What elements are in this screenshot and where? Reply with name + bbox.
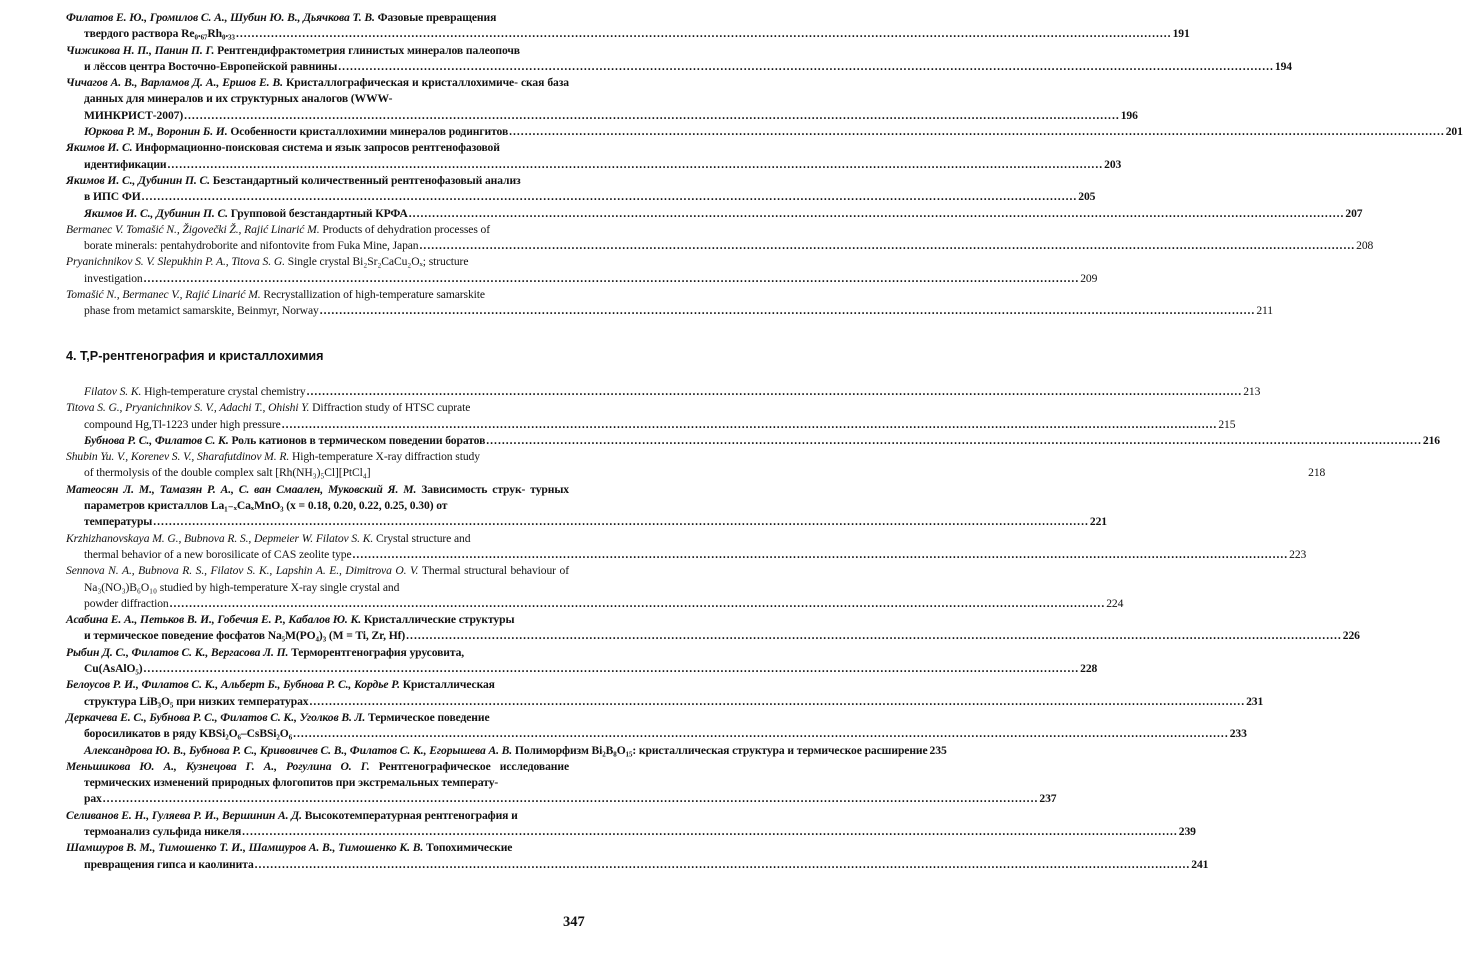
toc-entry-first-line <box>66 677 569 693</box>
toc-entry-page: 196 <box>1120 108 1138 122</box>
toc-entry-authors: Юркова Р. М., Воронин Б. И. <box>84 125 228 139</box>
toc-entry-authors: Деркачева Е. С., Бубнова Р. С., Филатов С. К., Уголков В. Л. <box>66 710 366 724</box>
toc-entry-first-line <box>66 710 569 726</box>
toc-entry <box>66 173 1096 206</box>
toc-entry-title-end: рах <box>84 792 102 806</box>
toc-entry-authors: Бубнова Р. С., Филатов С. К. <box>84 433 229 447</box>
toc-list-top <box>66 10 1463 320</box>
toc-entry <box>66 10 1190 43</box>
toc-entry-page: 201 <box>1445 125 1463 139</box>
toc-entry-authors: Якимов И. С., Дубинин П. С. <box>84 206 228 220</box>
toc-entry <box>66 433 1440 449</box>
toc-entry-last-line <box>84 694 1264 710</box>
toc-entry-page: 207 <box>1345 206 1363 220</box>
toc-entry-leader <box>236 26 1172 42</box>
toc-entry-title: Recrystallization of high-temperature samarskite <box>263 288 485 302</box>
toc-entry <box>66 482 1107 531</box>
toc-entry-page: 226 <box>1342 629 1360 643</box>
toc-entry-last-line <box>84 189 1096 205</box>
toc-entry-first-line <box>66 645 569 661</box>
toc-entry-leader <box>309 694 1245 710</box>
toc-entry-authors: Белоусов Р. И., Филатов С. К., Альберт Б., Бубнова Р. С., Кордье Р. <box>66 678 400 692</box>
toc-entry-last-line <box>84 465 1326 481</box>
toc-entry-last-line <box>84 108 1138 124</box>
toc-entry-first-line <box>66 808 569 824</box>
toc-entry-last-line <box>84 303 1273 319</box>
toc-entry-first-line <box>66 173 569 189</box>
toc-entry-title: Топохимические <box>426 841 513 855</box>
toc-entry-page: 239 <box>1178 825 1196 839</box>
toc-entry-page: 224 <box>1106 596 1124 610</box>
toc-entry-title-end: структура LiB₃O₅ при низких температурах <box>84 694 309 708</box>
toc-entry-title-end: powder diffraction <box>84 596 169 610</box>
toc-entry-last-line <box>84 26 1190 42</box>
toc-entry-first-line <box>66 759 569 792</box>
toc-entry-last-line <box>84 824 1196 840</box>
toc-entry-authors: Filatov S. K. <box>84 385 142 398</box>
toc-entry-page: 205 <box>1078 190 1096 204</box>
toc-entry-title: Кристаллическая <box>402 678 495 692</box>
toc-entry-title-end: phase from metamict samarskite, Beinmyr, Norway <box>84 304 319 318</box>
toc-entry-title: Products of dehydration processes of <box>322 222 491 236</box>
toc-entry-leader <box>184 108 1120 124</box>
toc-entry <box>66 254 1098 287</box>
toc-entry-page: 237 <box>1039 792 1057 806</box>
toc-entry-title: Thermal structural <box>421 564 507 578</box>
toc-entry-title-end: thermal behavior of a new borosilicate of CAS zeolite type <box>84 547 352 561</box>
toc-entry-title-end: borate minerals: pentahydroborite and nifontovite from Fuka Mine, Japan <box>84 239 419 253</box>
toc-entry-first-line <box>66 531 569 547</box>
toc-entry-authors: Матеосян Л. М., Тамазян Р. А., С. ван Смаален, Муковский Я. М. <box>66 482 417 496</box>
toc-entry-page: 213 <box>1243 385 1261 398</box>
toc-entry <box>66 531 1307 564</box>
toc-entry-authors: Рыбин Д. С., Филатов С. К., Вергасова Л. П. <box>66 645 289 659</box>
toc-entry-title-end: боросиликатов в ряду KBSi₂O₆–CsBSi₂O₆ <box>84 727 293 741</box>
toc-entry-title-end: Групповой безстандартный КРФА <box>230 206 408 220</box>
toc-entry-authors: Чижикова Н. П., Панин П. Г. <box>66 43 215 57</box>
toc-entry-last-line <box>84 547 1307 563</box>
toc-entry-leader <box>144 661 1080 677</box>
toc-entry-first-line <box>66 10 569 26</box>
toc-entry-first-line <box>66 254 569 270</box>
toc-entry-leader <box>255 857 1191 873</box>
toc-entry-leader <box>242 824 1178 840</box>
toc-entry-last-line <box>84 384 1261 400</box>
toc-entry <box>66 808 1196 841</box>
toc-entry-title: турных параметров кристаллов La₁₋ₓCaₓMnO₃ (x = 0.18, 0.20, 0.22, 0.25, 0.30) от <box>84 482 569 513</box>
toc-entry-first-line <box>66 43 569 59</box>
toc-entry-title-end: МИНКРИСТ-2007) <box>84 108 184 122</box>
toc-entry-title-end: и термическое поведение фосфатов Na₅M(PO₄)₃ (M = Ti, Zr, Hf) <box>84 629 406 643</box>
toc-entry-page: 209 <box>1080 271 1098 285</box>
toc-entry-last-line <box>84 124 1463 140</box>
toc-entry-last-line <box>84 271 1098 287</box>
toc-entry <box>66 124 1463 140</box>
toc-entry-title-end: Cu(AsAlO₅) <box>84 662 143 676</box>
toc-entry-title-end: превращения гипса и каолинита <box>84 857 254 871</box>
toc-entry-first-line <box>66 400 569 416</box>
toc-entry-authors: Якимов И. С., Дубинин П. С. <box>66 173 210 187</box>
toc-entry-leader <box>307 384 1243 400</box>
toc-entry-first-line <box>66 449 569 465</box>
toc-entry-leader <box>338 59 1274 75</box>
toc-entry-title-end: compound Hg,Tl-1223 under high pressure <box>84 417 281 431</box>
toc-entry-leader <box>486 433 1422 449</box>
toc-entry-authors: Krzhizhanovskaya M. G., Bubnova R. S., Depmeier W. Filatov S. K. <box>66 531 374 545</box>
toc-entry <box>66 710 1247 743</box>
toc-entry-last-line <box>84 596 1124 612</box>
toc-entry-title-end: High-temperature crystal chemistry <box>144 385 306 398</box>
toc-entry-authors: Асабина Е. А., Петьков В. И., Гобечия Е. Р., Кабалов Ю. К. <box>66 613 362 627</box>
toc-entry-page: 233 <box>1229 727 1247 741</box>
toc-entry-page: 228 <box>1080 662 1098 676</box>
toc-entry-page: 235 <box>929 743 947 757</box>
toc-entry <box>66 206 1363 222</box>
toc-entry-title: Crystal structure and <box>375 531 471 545</box>
toc-entry-first-line <box>66 612 569 628</box>
toc-entry-authors: Селиванов Е. Н., Гуляева Р. И., Вершинин А. Д. <box>66 808 302 822</box>
toc-entry-title: термических изменений природных флогопитов при экстремальных температу- <box>84 776 499 790</box>
toc-entry-title: Информационно-поисковая система и язык запросов рентгенофазовой <box>135 141 500 155</box>
toc-entry-authors: Tomašić N., Bermanec V., Rajić Linarić M. <box>66 288 261 302</box>
toc-entry-title: Безстандартный количественный рентгенофазовый анализ <box>212 173 521 187</box>
toc-entry-authors: Pryanichnikov S. V. Slepukhin P. A., Titova S. G. <box>66 255 285 269</box>
toc-entry-title-end: Полиморфизм Bi₂B₈O₁₅: кристаллическая структура и термическое расширение <box>514 743 928 757</box>
toc-entry-authors: Шамшуров В. М., Тимошенко Т. И., Шамшуров А. В., Тимошенко К. В. <box>66 841 424 855</box>
toc-entry-page: 216 <box>1422 433 1440 447</box>
toc-entry-authors: Sennova N. A., Bubnova R. S., Filatov S. K., Lapshin A. E., Dimitrova O. V. <box>66 564 419 578</box>
toc-entry-last-line <box>84 157 1122 173</box>
toc-entry-last-line <box>84 417 1236 433</box>
toc-entry-first-line <box>66 287 569 303</box>
toc-entry <box>66 384 1261 400</box>
toc-entry-last-line <box>84 59 1292 75</box>
toc-entry-leader <box>509 124 1445 140</box>
toc-entry-last-line <box>84 661 1098 677</box>
toc-entry-title: Кристаллографическая и кристаллохимиче- <box>285 76 518 90</box>
toc-entry-first-line <box>66 75 569 108</box>
toc-entry-title: Термическое поведение <box>368 710 490 724</box>
toc-entry-authors: Shubin Yu. V., Korenev S. V., Sharafutdinov M. R. <box>66 450 290 464</box>
toc-entry-leader <box>293 726 1229 742</box>
toc-entry-leader <box>170 596 1106 612</box>
toc-entry-leader <box>142 189 1078 205</box>
toc-entry-title: Зависимость струк- <box>421 482 526 496</box>
toc-entry-authors: Bermanec V. Tomašić N., Žigovečki Ž., Rajić Linarić M. <box>66 222 320 236</box>
toc-list-bottom <box>66 384 1440 873</box>
toc-entry <box>66 140 1122 173</box>
toc-entry-page: 218 <box>1308 466 1326 480</box>
toc-entry-page: 191 <box>1172 27 1190 41</box>
toc-entry-title: Терморентгенография урусовита, <box>291 645 465 659</box>
toc-entry <box>66 287 1273 320</box>
toc-entry <box>66 743 947 759</box>
toc-entry-first-line <box>66 482 569 515</box>
toc-entry-title-end: и лёссов центра Восточно-Европейской равнины <box>84 59 338 73</box>
toc-entry-authors: Якимов И. С. <box>66 141 133 155</box>
toc-entry-title-end: в ИПС ФИ <box>84 190 141 204</box>
toc-entry-last-line <box>84 743 947 759</box>
toc-entry-last-line <box>84 857 1209 873</box>
toc-entry-leader <box>406 628 1342 644</box>
toc-entry-first-line <box>66 222 569 238</box>
toc-entry-authors: Titova S. G., Pryanichnikov S. V., Adachi T., Ohishi Y. <box>66 401 310 415</box>
toc-entry-leader <box>353 547 1289 563</box>
toc-entry-leader <box>282 417 1218 433</box>
toc-entry-title-end: термоанализ сульфида никеля <box>84 825 242 839</box>
toc-entry-last-line <box>84 206 1363 222</box>
toc-entry <box>66 759 1057 808</box>
toc-entry-leader <box>168 157 1104 173</box>
toc-entry-page: 231 <box>1246 694 1264 708</box>
toc-entry-title: behaviour of Na₃(NO₃)B₆O₁₀ studied by high-temperature X-ray single crystal and <box>84 564 569 594</box>
toc-entry <box>66 75 1138 124</box>
toc-entry-leader <box>144 271 1080 287</box>
toc-entry-page: 241 <box>1191 857 1209 871</box>
toc-entry-title-end: investigation <box>84 271 143 285</box>
toc-entry-title: Высокотемпературная рентгенография и <box>304 808 518 822</box>
toc-entry-leader <box>103 791 1039 807</box>
toc-entry-first-line <box>66 840 569 856</box>
toc-entry-title-end: Особенности кристаллохимии минералов родингитов <box>230 125 509 139</box>
toc-entry-last-line <box>84 726 1247 742</box>
toc-entry-title: Фазовые превращения <box>377 11 497 24</box>
toc-entry-leader <box>153 514 1089 530</box>
toc-entry <box>66 449 1326 482</box>
toc-entry-title-end: of thermolysis of the double complex salt [Rh(NH₃)₅Cl][PtCl₄] <box>84 466 371 480</box>
toc-entry-last-line <box>84 791 1057 807</box>
toc-entry-page: 223 <box>1289 547 1307 561</box>
toc-entry <box>66 400 1236 433</box>
toc-entry-page: 215 <box>1218 417 1236 431</box>
toc-entry-title: ская база данных для минералов и их структурных аналогов (WWW- <box>84 76 569 106</box>
toc-entry-authors: Александрова Ю. В., Бубнова Р. С., Кривовичев С. В., Филатов С. К., Егорышева А. В. <box>84 743 513 757</box>
toc-entry-first-line <box>66 563 569 596</box>
toc-entry-leader <box>320 303 1256 319</box>
toc-entry-title: Рентгендифрактометрия глинистых минералов палеопочв <box>217 43 520 57</box>
toc-entry-title-end: температуры <box>84 515 153 529</box>
toc-entry-title: Рентгенографическое исследование <box>378 759 569 773</box>
toc-entry-page: 211 <box>1256 304 1273 318</box>
toc-entry-last-line <box>84 514 1107 530</box>
toc-entry-page: 203 <box>1104 157 1122 171</box>
toc-entry-page: 208 <box>1356 239 1374 253</box>
toc-entry <box>66 677 1264 710</box>
toc-entry <box>66 43 1292 76</box>
toc-entry-last-line <box>84 238 1374 254</box>
toc-entry <box>66 645 1098 678</box>
toc-entry-leader <box>420 238 1356 254</box>
toc-entry-page: 194 <box>1274 59 1292 73</box>
toc-entry-leader <box>409 206 1345 222</box>
toc-entry-title-end: идентификации <box>84 157 167 171</box>
toc-entry-last-line <box>84 433 1440 449</box>
toc-entry-page: 221 <box>1089 515 1107 529</box>
section-title: 4. T,P-рентгенография и кристаллохимия <box>66 349 324 363</box>
toc-entry-last-line <box>84 628 1360 644</box>
toc-entry-title: Single crystal Bi₂Sr₂CaCu₂Oₓ; structure <box>287 255 469 269</box>
toc-entry-authors: Меньшикова Ю. А., Кузнецова Г. А., Рогулина О. Г. <box>66 759 370 773</box>
page-number: 347 <box>563 914 585 930</box>
toc-entry-title: Кристаллические структуры <box>363 613 515 627</box>
toc-entry-title: High-temperature X-ray diffraction study <box>291 450 480 464</box>
toc-entry-authors: Филатов Е. Ю., Громилов С. А., Шубин Ю. В., Дьячкова Т. В. <box>66 11 375 24</box>
toc-entry-title: Diffraction study of HTSC cuprate <box>312 401 471 415</box>
toc-entry-title-end: твердого раствора Re₀.₆₇Rh₀.₃₃ <box>84 27 235 41</box>
toc-entry-first-line <box>66 140 569 156</box>
toc-entry-authors: Чичагов А. В., Варламов Д. А., Ершов Е. В. <box>66 76 283 90</box>
toc-entry <box>66 222 1374 255</box>
toc-entry <box>66 840 1209 873</box>
toc-entry <box>66 563 1124 612</box>
toc-entry-title-end: Роль катионов в термическом поведении боратов <box>231 433 486 447</box>
toc-entry <box>66 612 1360 645</box>
